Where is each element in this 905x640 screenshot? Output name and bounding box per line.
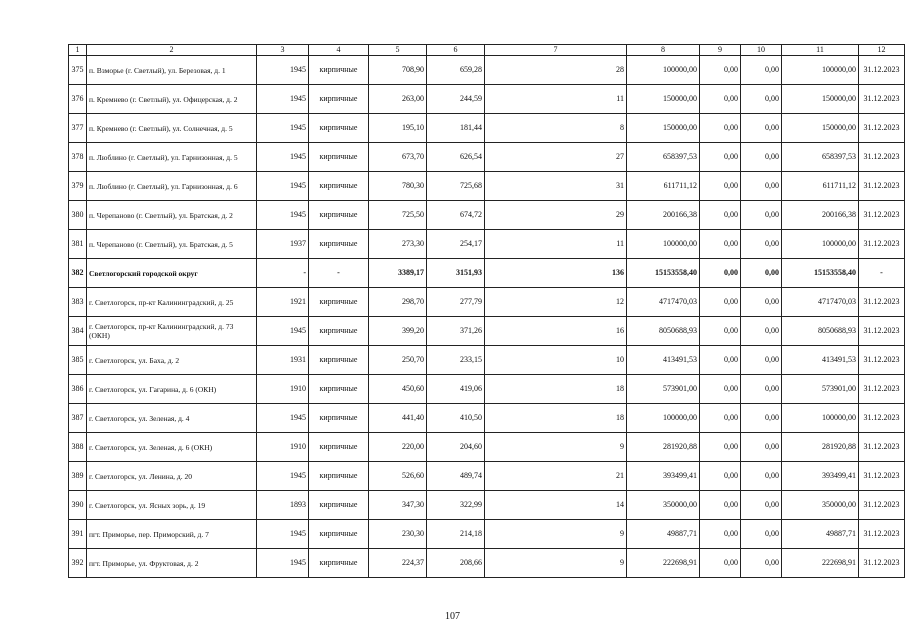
area-total-cell: 450,60 <box>369 375 427 404</box>
address-cell: г. Светлогорск, ул. Зеленая, д. 6 (ОКН) <box>87 433 257 462</box>
regional-cell: 0,00 <box>741 375 782 404</box>
table-row <box>69 288 905 317</box>
material-cell: кирпичные <box>309 317 369 346</box>
area-living-cell: 181,44 <box>427 114 485 143</box>
cost-total-cell: 281920,88 <box>627 433 700 462</box>
material-cell: кирпичные <box>309 56 369 85</box>
address-cell: г. Светлогорск, пр-кт Калининградский, д. 73 (ОКН) <box>87 317 257 346</box>
row-number: 388 <box>69 433 87 462</box>
year-cell: - <box>257 259 309 288</box>
owners-cell: 150000,00 <box>782 114 859 143</box>
residents-cell: 136 <box>485 259 627 288</box>
table-subtotal-row <box>69 259 905 288</box>
fund-cell: 0,00 <box>700 520 741 549</box>
deadline-cell: 31.12.2023 <box>859 230 905 259</box>
regional-cell: 0,00 <box>741 404 782 433</box>
table-row <box>69 491 905 520</box>
material-cell: кирпичные <box>309 375 369 404</box>
fund-cell: 0,00 <box>700 317 741 346</box>
regional-cell: 0,00 <box>741 201 782 230</box>
area-living-cell: 244,59 <box>427 85 485 114</box>
owners-cell: 200166,38 <box>782 201 859 230</box>
area-living-cell: 214,18 <box>427 520 485 549</box>
fund-cell: 0,00 <box>700 288 741 317</box>
deadline-cell: 31.12.2023 <box>859 433 905 462</box>
cost-total-cell: 4717470,03 <box>627 288 700 317</box>
regional-cell: 0,00 <box>741 288 782 317</box>
residents-cell: 14 <box>485 491 627 520</box>
row-number: 379 <box>69 172 87 201</box>
fund-cell: 0,00 <box>700 404 741 433</box>
material-cell: кирпичные <box>309 230 369 259</box>
year-cell: 1945 <box>257 143 309 172</box>
deadline-cell: 31.12.2023 <box>859 172 905 201</box>
area-living-cell: 322,99 <box>427 491 485 520</box>
cost-total-cell: 150000,00 <box>627 85 700 114</box>
regional-cell: 0,00 <box>741 346 782 375</box>
material-cell: кирпичные <box>309 520 369 549</box>
column-header: 9 <box>700 45 741 56</box>
regional-cell: 0,00 <box>741 85 782 114</box>
residents-cell: 31 <box>485 172 627 201</box>
table-row <box>69 56 905 85</box>
year-cell: 1893 <box>257 491 309 520</box>
area-total-cell: 250,70 <box>369 346 427 375</box>
area-total-cell: 220,00 <box>369 433 427 462</box>
deadline-cell: 31.12.2023 <box>859 56 905 85</box>
residents-cell: 8 <box>485 114 627 143</box>
area-total-cell: 441,40 <box>369 404 427 433</box>
table-row <box>69 433 905 462</box>
area-total-cell: 708,90 <box>369 56 427 85</box>
fund-cell: 0,00 <box>700 230 741 259</box>
cost-total-cell: 222698,91 <box>627 549 700 578</box>
year-cell: 1945 <box>257 317 309 346</box>
year-cell: 1910 <box>257 375 309 404</box>
row-number: 383 <box>69 288 87 317</box>
year-cell: 1931 <box>257 346 309 375</box>
material-cell: кирпичные <box>309 346 369 375</box>
fund-cell: 0,00 <box>700 375 741 404</box>
owners-cell: 413491,53 <box>782 346 859 375</box>
owners-cell: 658397,53 <box>782 143 859 172</box>
year-cell: 1945 <box>257 404 309 433</box>
year-cell: 1945 <box>257 114 309 143</box>
area-total-cell: 780,30 <box>369 172 427 201</box>
table-row <box>69 172 905 201</box>
row-number: 385 <box>69 346 87 375</box>
column-header: 8 <box>627 45 700 56</box>
area-living-cell: 725,68 <box>427 172 485 201</box>
cost-total-cell: 150000,00 <box>627 114 700 143</box>
area-living-cell: 626,54 <box>427 143 485 172</box>
material-cell: - <box>309 259 369 288</box>
owners-cell: 15153558,40 <box>782 259 859 288</box>
area-total-cell: 230,30 <box>369 520 427 549</box>
deadline-cell: 31.12.2023 <box>859 317 905 346</box>
residents-cell: 21 <box>485 462 627 491</box>
area-living-cell: 3151,93 <box>427 259 485 288</box>
table-row <box>69 201 905 230</box>
address-cell: г. Светлогорск, пр-кт Калининградский, д. 25 <box>87 288 257 317</box>
owners-cell: 100000,00 <box>782 404 859 433</box>
residents-cell: 12 <box>485 288 627 317</box>
area-living-cell: 419,06 <box>427 375 485 404</box>
owners-cell: 49887,71 <box>782 520 859 549</box>
row-number: 384 <box>69 317 87 346</box>
material-cell: кирпичные <box>309 491 369 520</box>
column-header: 7 <box>485 45 627 56</box>
residents-cell: 27 <box>485 143 627 172</box>
cost-total-cell: 100000,00 <box>627 230 700 259</box>
area-living-cell: 277,79 <box>427 288 485 317</box>
area-living-cell: 659,28 <box>427 56 485 85</box>
area-living-cell: 204,60 <box>427 433 485 462</box>
regional-cell: 0,00 <box>741 143 782 172</box>
column-header: 12 <box>859 45 905 56</box>
address-cell: г. Светлогорск, ул. Ленина, д. 20 <box>87 462 257 491</box>
year-cell: 1921 <box>257 288 309 317</box>
owners-cell: 150000,00 <box>782 85 859 114</box>
area-total-cell: 3389,17 <box>369 259 427 288</box>
area-total-cell: 298,70 <box>369 288 427 317</box>
residents-cell: 11 <box>485 230 627 259</box>
residents-cell: 11 <box>485 85 627 114</box>
address-cell: п. Кремнево (г. Светлый), ул. Офицерская, д. 2 <box>87 85 257 114</box>
column-header: 3 <box>257 45 309 56</box>
owners-cell: 222698,91 <box>782 549 859 578</box>
material-cell: кирпичные <box>309 201 369 230</box>
fund-cell: 0,00 <box>700 172 741 201</box>
year-cell: 1945 <box>257 520 309 549</box>
row-number: 381 <box>69 230 87 259</box>
owners-cell: 393499,41 <box>782 462 859 491</box>
cost-total-cell: 573901,00 <box>627 375 700 404</box>
fund-cell: 0,00 <box>700 462 741 491</box>
row-number: 389 <box>69 462 87 491</box>
row-number: 391 <box>69 520 87 549</box>
owners-cell: 4717470,03 <box>782 288 859 317</box>
address-cell: п. Люблино (г. Светлый), ул. Гарнизонная, д. 5 <box>87 143 257 172</box>
material-cell: кирпичные <box>309 143 369 172</box>
material-cell: кирпичные <box>309 462 369 491</box>
owners-cell: 611711,12 <box>782 172 859 201</box>
area-total-cell: 273,30 <box>369 230 427 259</box>
material-cell: кирпичные <box>309 404 369 433</box>
address-cell: г. Светлогорск, ул. Гагарина, д. 6 (ОКН) <box>87 375 257 404</box>
material-cell: кирпичные <box>309 433 369 462</box>
cost-total-cell: 8050688,93 <box>627 317 700 346</box>
owners-cell: 281920,88 <box>782 433 859 462</box>
regional-cell: 0,00 <box>741 549 782 578</box>
address-cell: п. Черепаново (г. Светлый), ул. Братская, д. 5 <box>87 230 257 259</box>
residents-cell: 28 <box>485 56 627 85</box>
area-total-cell: 263,00 <box>369 85 427 114</box>
year-cell: 1945 <box>257 172 309 201</box>
deadline-cell: 31.12.2023 <box>859 114 905 143</box>
material-cell: кирпичные <box>309 85 369 114</box>
cost-total-cell: 350000,00 <box>627 491 700 520</box>
row-number: 376 <box>69 85 87 114</box>
residents-cell: 29 <box>485 201 627 230</box>
cost-total-cell: 49887,71 <box>627 520 700 549</box>
year-cell: 1945 <box>257 85 309 114</box>
fund-cell: 0,00 <box>700 346 741 375</box>
area-living-cell: 371,26 <box>427 317 485 346</box>
table-row <box>69 549 905 578</box>
area-living-cell: 674,72 <box>427 201 485 230</box>
table-row <box>69 143 905 172</box>
fund-cell: 0,00 <box>700 85 741 114</box>
column-header: 4 <box>309 45 369 56</box>
area-total-cell: 725,50 <box>369 201 427 230</box>
regional-cell: 0,00 <box>741 433 782 462</box>
material-cell: кирпичные <box>309 172 369 201</box>
deadline-cell: 31.12.2023 <box>859 346 905 375</box>
fund-cell: 0,00 <box>700 549 741 578</box>
residents-cell: 9 <box>485 520 627 549</box>
residents-cell: 16 <box>485 317 627 346</box>
year-cell: 1910 <box>257 433 309 462</box>
regional-cell: 0,00 <box>741 259 782 288</box>
residents-cell: 10 <box>485 346 627 375</box>
area-total-cell: 195,10 <box>369 114 427 143</box>
header-row <box>69 45 905 56</box>
area-living-cell: 208,66 <box>427 549 485 578</box>
address-cell: п. Взморье (г. Светлый), ул. Березовая, д. 1 <box>87 56 257 85</box>
deadline-cell: 31.12.2023 <box>859 85 905 114</box>
regional-cell: 0,00 <box>741 56 782 85</box>
year-cell: 1945 <box>257 462 309 491</box>
area-total-cell: 673,70 <box>369 143 427 172</box>
regional-cell: 0,00 <box>741 317 782 346</box>
cost-total-cell: 100000,00 <box>627 404 700 433</box>
table-row <box>69 375 905 404</box>
cost-total-cell: 15153558,40 <box>627 259 700 288</box>
registry-table <box>68 44 905 578</box>
cost-total-cell: 100000,00 <box>627 56 700 85</box>
cost-total-cell: 393499,41 <box>627 462 700 491</box>
year-cell: 1945 <box>257 549 309 578</box>
address-cell: п. Кремнево (г. Светлый), ул. Солнечная, д. 5 <box>87 114 257 143</box>
area-total-cell: 347,30 <box>369 491 427 520</box>
column-header: 11 <box>782 45 859 56</box>
page-number: 107 <box>445 611 460 622</box>
material-cell: кирпичные <box>309 114 369 143</box>
regional-cell: 0,00 <box>741 520 782 549</box>
table-body <box>69 56 905 578</box>
deadline-cell: 31.12.2023 <box>859 491 905 520</box>
table-row <box>69 114 905 143</box>
fund-cell: 0,00 <box>700 201 741 230</box>
row-number: 390 <box>69 491 87 520</box>
address-cell: г. Светлогорск, ул. Зеленая, д. 4 <box>87 404 257 433</box>
year-cell: 1945 <box>257 56 309 85</box>
regional-cell: 0,00 <box>741 230 782 259</box>
area-total-cell: 526,60 <box>369 462 427 491</box>
residents-cell: 9 <box>485 549 627 578</box>
fund-cell: 0,00 <box>700 56 741 85</box>
address-cell: Светлогорский городской округ <box>87 259 257 288</box>
column-header: 1 <box>69 45 87 56</box>
row-number: 380 <box>69 201 87 230</box>
cost-total-cell: 611711,12 <box>627 172 700 201</box>
cost-total-cell: 658397,53 <box>627 143 700 172</box>
owners-cell: 350000,00 <box>782 491 859 520</box>
row-number: 375 <box>69 56 87 85</box>
year-cell: 1945 <box>257 201 309 230</box>
deadline-cell: 31.12.2023 <box>859 549 905 578</box>
deadline-cell: 31.12.2023 <box>859 520 905 549</box>
year-cell: 1937 <box>257 230 309 259</box>
material-cell: кирпичные <box>309 288 369 317</box>
row-number: 386 <box>69 375 87 404</box>
row-number: 378 <box>69 143 87 172</box>
area-living-cell: 489,74 <box>427 462 485 491</box>
residents-cell: 9 <box>485 433 627 462</box>
table-row <box>69 317 905 346</box>
area-living-cell: 233,15 <box>427 346 485 375</box>
regional-cell: 0,00 <box>741 462 782 491</box>
residents-cell: 18 <box>485 375 627 404</box>
table-row <box>69 346 905 375</box>
deadline-cell: 31.12.2023 <box>859 462 905 491</box>
area-living-cell: 410,50 <box>427 404 485 433</box>
cost-total-cell: 413491,53 <box>627 346 700 375</box>
row-number: 382 <box>69 259 87 288</box>
column-header: 6 <box>427 45 485 56</box>
deadline-cell: 31.12.2023 <box>859 201 905 230</box>
table-row <box>69 230 905 259</box>
address-cell: г. Светлогорск, ул. Баха, д. 2 <box>87 346 257 375</box>
row-number: 387 <box>69 404 87 433</box>
owners-cell: 100000,00 <box>782 56 859 85</box>
fund-cell: 0,00 <box>700 259 741 288</box>
table-row <box>69 462 905 491</box>
deadline-cell: 31.12.2023 <box>859 143 905 172</box>
cost-total-cell: 200166,38 <box>627 201 700 230</box>
row-number: 377 <box>69 114 87 143</box>
fund-cell: 0,00 <box>700 114 741 143</box>
regional-cell: 0,00 <box>741 114 782 143</box>
owners-cell: 8050688,93 <box>782 317 859 346</box>
address-cell: пгт. Приморье, пер. Приморский, д. 7 <box>87 520 257 549</box>
column-header: 5 <box>369 45 427 56</box>
residents-cell: 18 <box>485 404 627 433</box>
table-row <box>69 520 905 549</box>
row-number: 392 <box>69 549 87 578</box>
deadline-cell: - <box>859 259 905 288</box>
owners-cell: 100000,00 <box>782 230 859 259</box>
table-row <box>69 85 905 114</box>
address-cell: п. Черепаново (г. Светлый), ул. Братская, д. 2 <box>87 201 257 230</box>
column-header: 2 <box>87 45 257 56</box>
regional-cell: 0,00 <box>741 491 782 520</box>
area-living-cell: 254,17 <box>427 230 485 259</box>
area-total-cell: 224,37 <box>369 549 427 578</box>
address-cell: г. Светлогорск, ул. Ясных зорь, д. 19 <box>87 491 257 520</box>
column-header: 10 <box>741 45 782 56</box>
fund-cell: 0,00 <box>700 143 741 172</box>
material-cell: кирпичные <box>309 549 369 578</box>
table-row <box>69 404 905 433</box>
address-cell: п. Люблино (г. Светлый), ул. Гарнизонная, д. 6 <box>87 172 257 201</box>
area-total-cell: 399,20 <box>369 317 427 346</box>
owners-cell: 573901,00 <box>782 375 859 404</box>
regional-cell: 0,00 <box>741 172 782 201</box>
deadline-cell: 31.12.2023 <box>859 375 905 404</box>
deadline-cell: 31.12.2023 <box>859 404 905 433</box>
deadline-cell: 31.12.2023 <box>859 288 905 317</box>
fund-cell: 0,00 <box>700 433 741 462</box>
fund-cell: 0,00 <box>700 491 741 520</box>
address-cell: пгт. Приморье, ул. Фруктовая, д. 2 <box>87 549 257 578</box>
